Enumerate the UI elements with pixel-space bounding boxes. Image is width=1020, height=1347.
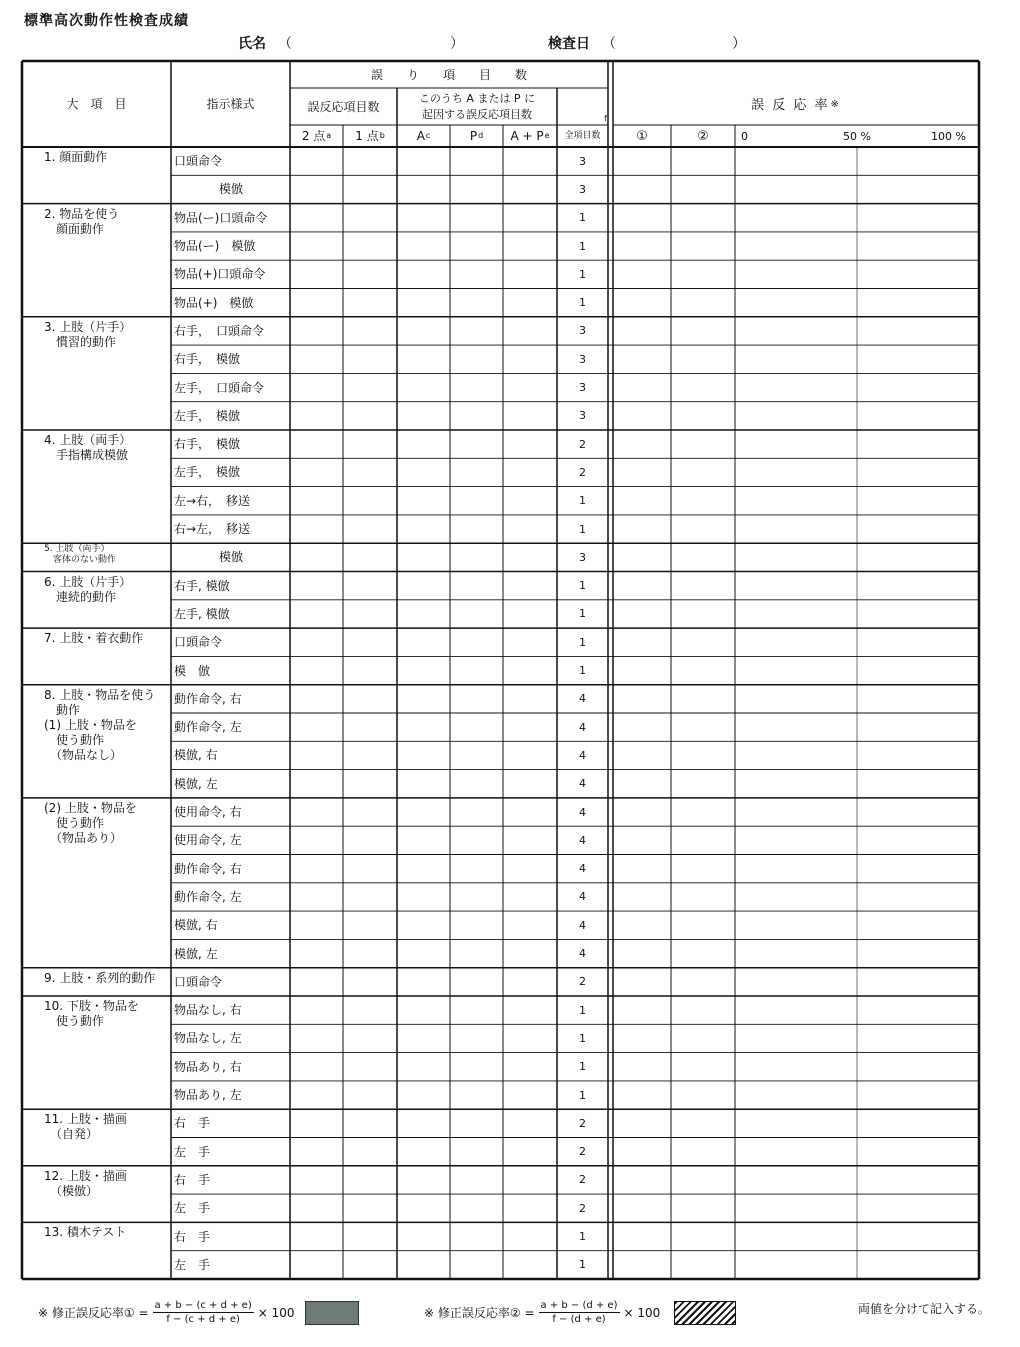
total-items-cell-text: 1 — [579, 1003, 586, 1017]
formula-1-numerator: a + b − (c + d + e) — [154, 1300, 252, 1311]
total-items-cell-text: 1 — [579, 1088, 586, 1102]
header-col-a — [397, 125, 450, 147]
total-items-cell-text: 4 — [579, 748, 586, 762]
date-close-paren: ） — [732, 36, 746, 52]
instruction-cell-text: 左 手 — [174, 1144, 211, 1159]
total-items-cell-text: 2 — [579, 975, 586, 989]
formula-2 — [424, 1300, 736, 1325]
instruction-cell — [174, 798, 288, 826]
total-items-cell — [557, 798, 608, 826]
formula-2-label: ※ 修正誤反応率② = — [424, 1306, 535, 1320]
header-col-rate1-text: ① — [636, 128, 648, 144]
total-items-cell — [557, 1166, 608, 1194]
instruction-cell-text: 左手， 模倣 — [174, 408, 241, 423]
formula-1-label: ※ 修正誤反応率① = — [38, 1306, 149, 1320]
total-items-cell-text: 3 — [579, 352, 586, 366]
instruction-cell-text: 左手， 模倣 — [174, 465, 241, 480]
category-label: 13. 積木テスト — [44, 1225, 127, 1240]
header-instruction — [171, 61, 290, 147]
total-items-cell — [557, 232, 608, 260]
total-items-cell — [557, 656, 608, 684]
instruction-cell — [174, 147, 288, 175]
total-items-cell-text: 1 — [579, 1230, 586, 1244]
scale-0-label — [741, 125, 771, 147]
total-items-cell — [557, 628, 608, 656]
instruction-cell-text: 模倣, 右 — [174, 748, 218, 763]
instruction-cell — [174, 713, 288, 741]
instruction-cell-text: 左 手 — [174, 1201, 211, 1216]
instruction-cell — [174, 883, 288, 911]
scale-0-label-text: 0 — [741, 129, 748, 143]
total-items-cell — [557, 685, 608, 713]
instruction-cell-text: 右手， 模倣 — [174, 352, 241, 367]
instruction-cell — [174, 628, 288, 656]
formula-2-numerator: a + b − (d + e) — [540, 1300, 618, 1311]
total-items-cell — [557, 996, 608, 1024]
name-open-paren: （ — [278, 36, 292, 52]
header-col-1pt — [343, 125, 397, 147]
total-items-cell-text: 1 — [579, 296, 586, 310]
scale-50-label-text: 50 % — [843, 129, 871, 143]
total-items-cell-text: 1 — [579, 1258, 586, 1272]
formula-1 — [38, 1300, 359, 1325]
instruction-cell-text: 模倣, 右 — [174, 918, 218, 933]
header-col-rate2 — [671, 125, 735, 147]
footer-note: 両値を分けて記入する。 — [858, 1302, 991, 1316]
instruction-cell-text: 口頭命令 — [174, 154, 223, 169]
instruction-cell — [174, 855, 288, 883]
instruction-cell — [174, 600, 288, 628]
header-major-item-text: 大 項 目 — [66, 97, 127, 111]
header-major-item — [22, 61, 171, 147]
total-items-cell — [557, 770, 608, 798]
total-items-cell-text: 3 — [579, 182, 586, 196]
scale-100-label — [931, 125, 975, 147]
instruction-cell — [174, 402, 288, 430]
header-ap-caused-line1-text: このうち A または P に — [418, 91, 536, 105]
name-close-paren: ） — [450, 36, 464, 52]
total-items-cell — [557, 1138, 608, 1166]
total-items-cell-text: 4 — [579, 833, 586, 847]
instruction-cell-text: 物品なし, 右 — [174, 1003, 242, 1018]
category-label: 12. 上肢・描画 （模倣） — [44, 1168, 127, 1198]
category-label: 9. 上肢・系列的動作 — [44, 970, 156, 985]
instruction-cell — [174, 1109, 288, 1137]
header-col-ap-superscript: e — [544, 131, 550, 140]
total-items-cell — [557, 515, 608, 543]
instruction-cell — [174, 741, 288, 769]
instruction-cell — [174, 996, 288, 1024]
total-items-cell — [557, 458, 608, 486]
instruction-cell-text: 模倣, 左 — [174, 776, 218, 791]
total-items-cell-text: 3 — [579, 381, 586, 395]
category-label: 3. 上肢（片手） 慣習的動作 — [44, 319, 132, 349]
instruction-cell — [174, 968, 288, 996]
header-col-total-text: 全項目数 — [564, 130, 601, 141]
header-errors-group-text: 誤 り 項 目 数 — [370, 67, 527, 82]
total-items-cell — [557, 1024, 608, 1052]
total-items-cell-text: 1 — [579, 664, 586, 678]
total-items-cell-text: 1 — [579, 579, 586, 593]
total-items-cell-text: 2 — [579, 1116, 586, 1130]
instruction-cell-text: 物品(ー)口頭命令 — [174, 210, 268, 225]
total-items-cell-text: 2 — [579, 465, 586, 479]
total-items-cell — [557, 1251, 608, 1279]
instruction-cell — [174, 317, 288, 345]
date-open-paren: （ — [602, 36, 616, 52]
total-items-cell — [557, 1194, 608, 1222]
instruction-cell — [174, 1194, 288, 1222]
instruction-cell-text: 物品(+) 模倣 — [174, 295, 254, 310]
total-items-cell-text: 3 — [579, 409, 586, 423]
total-items-cell-text: 1 — [579, 1060, 586, 1074]
total-items-cell-text: 4 — [579, 918, 586, 932]
category-label: 11. 上肢・描画 （自発） — [44, 1112, 127, 1142]
instruction-cell — [174, 1053, 288, 1081]
total-items-cell — [557, 826, 608, 854]
total-items-cell — [557, 147, 608, 175]
category-label: 7. 上肢・着衣動作 — [44, 631, 144, 646]
instruction-cell-text: 動作命令, 左 — [174, 889, 242, 904]
total-items-cell — [557, 1081, 608, 1109]
instruction-cell-text: 動作命令, 右 — [174, 691, 242, 706]
header-col-ap — [503, 125, 557, 147]
total-items-cell-text: 1 — [579, 635, 586, 649]
total-items-cell — [557, 317, 608, 345]
total-items-cell — [557, 600, 608, 628]
instruction-cell-text: 右手, 模倣 — [174, 578, 230, 593]
header-rate-mark: ※ — [830, 99, 841, 110]
header-col-p — [450, 125, 503, 147]
total-items-cell-text: 1 — [579, 522, 586, 536]
total-items-cell-text: 4 — [579, 947, 586, 961]
instruction-cell-text: 物品なし, 左 — [174, 1031, 242, 1046]
total-items-cell-text: 3 — [579, 324, 586, 338]
category-label: 2. 物品を使う 顔面動作 — [44, 206, 120, 236]
total-items-cell-text: 4 — [579, 805, 586, 819]
header-error-count — [290, 88, 397, 125]
header-instruction-text: 指示様式 — [206, 97, 255, 111]
total-items-cell — [557, 204, 608, 232]
instruction-cell — [174, 373, 288, 401]
total-items-cell-text: 1 — [579, 239, 586, 253]
category-label: (2) 上肢・物品を 使う動作 （物品あり） — [44, 800, 137, 845]
page-title: 標準高次動作性検査成績 — [24, 13, 189, 29]
instruction-cell — [174, 175, 288, 203]
total-items-cell — [557, 968, 608, 996]
header-col-a-superscript: c — [425, 131, 431, 140]
header-col-rate2-text: ② — [697, 128, 709, 144]
formula-1-legend-swatch — [305, 1301, 359, 1325]
header-col-total-superscript: f — [604, 114, 607, 123]
formula-2-denominator: f − (d + e) — [552, 1314, 606, 1325]
header-rate-title-text: 誤 反 応 率 — [751, 97, 830, 113]
header-ap-caused-line2-text: 起因する誤反応項目数 — [422, 107, 532, 121]
scale-50-label — [843, 125, 883, 147]
instruction-cell-text: 口頭命令 — [174, 974, 223, 989]
instruction-cell-text: 動作命令, 左 — [174, 720, 242, 735]
total-items-cell — [557, 939, 608, 967]
instruction-cell-text: 模倣 — [218, 182, 243, 197]
instruction-cell-text: 左手， 口頭命令 — [174, 380, 265, 395]
instruction-cell-text: 動作命令, 右 — [174, 861, 242, 876]
total-items-cell-text: 4 — [579, 720, 586, 734]
formula-2-fraction — [539, 1300, 620, 1325]
total-items-cell-text: 2 — [579, 1173, 586, 1187]
instruction-cell-text: 左→右， 移送 — [174, 493, 251, 508]
header-ap-caused-line1 — [397, 90, 557, 106]
category-label: 10. 下肢・物品を 使う動作 — [44, 999, 139, 1028]
instruction-cell — [174, 1251, 288, 1279]
instruction-cell — [174, 826, 288, 854]
total-items-cell-text: 1 — [579, 211, 586, 225]
formula-1-fraction — [153, 1300, 254, 1325]
total-items-cell — [557, 260, 608, 288]
instruction-cell — [174, 232, 288, 260]
header-rate-title — [613, 85, 979, 125]
total-items-cell — [557, 883, 608, 911]
instruction-cell-text: 模倣 — [218, 550, 243, 565]
header-col-2pt-superscript: a — [326, 131, 332, 140]
total-items-cell-text: 4 — [579, 777, 586, 791]
instruction-cell — [174, 911, 288, 939]
instruction-cell — [174, 430, 288, 458]
formula-2-legend-swatch — [674, 1301, 736, 1325]
instruction-cell — [174, 1166, 288, 1194]
instruction-cell-text: 口頭命令 — [174, 635, 223, 650]
total-items-cell — [557, 713, 608, 741]
total-items-cell — [557, 572, 608, 600]
instruction-cell-text: 物品(+)口頭命令 — [174, 267, 266, 282]
header-col-rate1 — [613, 125, 671, 147]
instruction-cell — [174, 1081, 288, 1109]
total-items-cell — [557, 1222, 608, 1250]
formula-1-times: × 100 — [257, 1305, 295, 1320]
total-items-cell-text: 2 — [579, 1145, 586, 1159]
category-label: 5. 上肢（両手） 客体のない動作 — [44, 544, 117, 566]
scale-100-label-text: 100 % — [931, 129, 966, 143]
header-col-ap-text: A + P — [510, 129, 544, 143]
instruction-cell-text: 右 手 — [174, 1229, 211, 1244]
instruction-cell — [174, 515, 288, 543]
date-label: 検査日 — [548, 36, 590, 52]
instruction-cell — [174, 656, 288, 684]
instruction-cell-text: 物品あり, 左 — [174, 1088, 242, 1103]
total-items-cell — [557, 1109, 608, 1137]
header-ap-caused-line2 — [397, 106, 557, 122]
total-items-cell-text: 1 — [579, 1031, 586, 1045]
header-col-p-superscript: d — [478, 131, 484, 140]
instruction-cell-text: 物品あり, 右 — [174, 1059, 242, 1074]
total-items-cell — [557, 741, 608, 769]
instruction-cell — [174, 260, 288, 288]
formula-1-denominator: f − (c + d + e) — [166, 1314, 240, 1325]
formula-2-times: × 100 — [623, 1305, 661, 1320]
header-col-1pt-superscript: b — [379, 131, 385, 140]
category-label: 1. 顔面動作 — [44, 150, 108, 164]
total-items-cell — [557, 487, 608, 515]
total-items-cell-text: 2 — [579, 437, 586, 451]
instruction-cell-text: 右手， 模倣 — [174, 437, 241, 452]
instruction-cell-text: 右→左， 移送 — [174, 522, 251, 537]
header-col-2pt — [290, 125, 343, 147]
total-items-cell-text: 2 — [579, 1201, 586, 1215]
instruction-cell — [174, 458, 288, 486]
instruction-cell — [174, 543, 288, 571]
header-col-2pt-text: 2 点 — [301, 129, 326, 143]
header-col-p-text: P — [469, 129, 478, 143]
name-label: 氏名 — [238, 36, 266, 52]
header-col-total — [557, 114, 608, 147]
instruction-cell-text: 使用命令, 右 — [174, 805, 242, 820]
total-items-cell-text: 3 — [579, 550, 586, 564]
total-items-cell — [557, 402, 608, 430]
instruction-cell — [174, 487, 288, 515]
total-items-cell — [557, 911, 608, 939]
total-items-cell-text: 1 — [579, 494, 586, 508]
total-items-cell-text: 1 — [579, 267, 586, 281]
instruction-cell-text: 使用命令, 左 — [174, 833, 242, 848]
total-items-cell-text: 4 — [579, 890, 586, 904]
total-items-cell — [557, 175, 608, 203]
header-col-1pt-text: 1 点 — [355, 129, 379, 143]
total-items-cell-text: 4 — [579, 862, 586, 876]
instruction-cell — [174, 289, 288, 317]
instruction-cell — [174, 572, 288, 600]
instruction-cell — [174, 204, 288, 232]
instruction-cell-text: 模 倣 — [174, 663, 211, 678]
total-items-cell — [557, 1053, 608, 1081]
total-items-cell — [557, 345, 608, 373]
instruction-cell — [174, 685, 288, 713]
total-items-cell — [557, 430, 608, 458]
total-items-cell — [557, 373, 608, 401]
instruction-cell-text: 左 手 — [174, 1257, 211, 1272]
total-items-cell-text: 4 — [579, 692, 586, 706]
instruction-cell — [174, 1222, 288, 1250]
category-label: 6. 上肢（片手） 連続的動作 — [44, 574, 132, 604]
header-col-a-text: A — [416, 129, 425, 143]
instruction-cell-text: 左手, 模倣 — [174, 606, 230, 621]
total-items-cell-text: 1 — [579, 607, 586, 621]
header-errors-group — [290, 61, 608, 88]
category-label: 8. 上肢・物品を使う 動作 (1) 上肢・物品を 使う動作 （物品なし） — [44, 687, 156, 762]
instruction-cell — [174, 939, 288, 967]
total-items-cell — [557, 543, 608, 571]
header-error-count-text: 誤反応項目数 — [307, 99, 380, 114]
instruction-cell-text: 右手， 口頭命令 — [174, 323, 265, 338]
instruction-cell — [174, 770, 288, 798]
instruction-cell-text: 模倣, 左 — [174, 946, 218, 961]
instruction-cell-text: 右 手 — [174, 1116, 211, 1131]
category-label: 4. 上肢（両手） 手指構成模倣 — [44, 433, 132, 462]
instruction-cell — [174, 345, 288, 373]
instruction-cell — [174, 1024, 288, 1052]
instruction-cell-text: 右 手 — [174, 1172, 211, 1187]
instruction-cell — [174, 1138, 288, 1166]
instruction-cell-text: 物品(ー) 模倣 — [174, 239, 256, 254]
total-items-cell — [557, 855, 608, 883]
total-items-cell — [557, 289, 608, 317]
total-items-cell-text: 3 — [579, 154, 586, 168]
